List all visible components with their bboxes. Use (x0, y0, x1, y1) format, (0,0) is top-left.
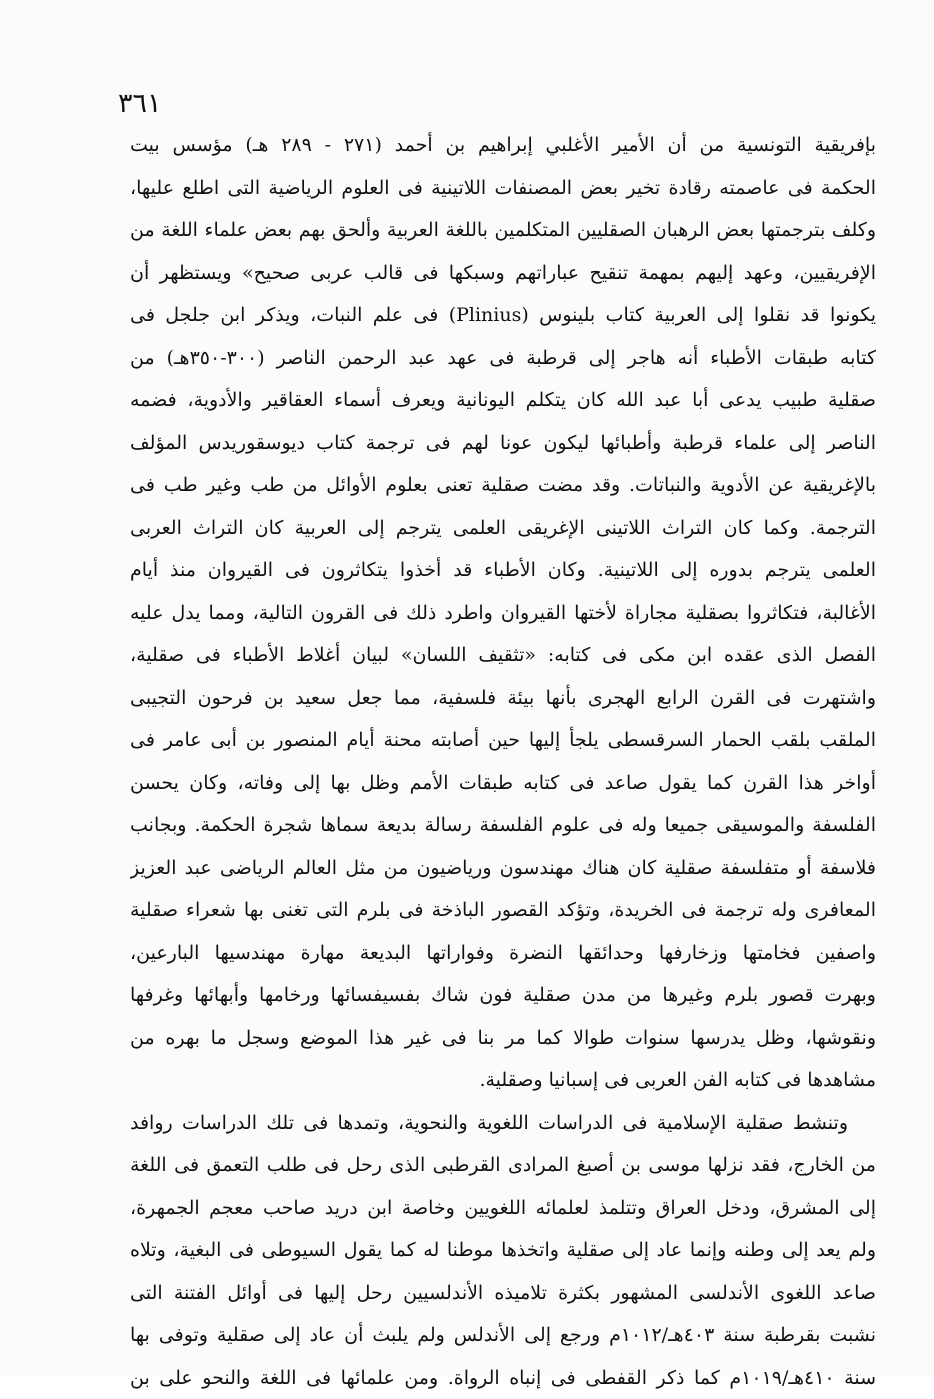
text-line: الفصل الذى عقده ابن مكى فى كتابه: «تثقيف اللسان» لبيان أغلاط الأطباء فى صقلية، (130, 634, 876, 677)
text-line: كتابه طبقات الأطباء أنه هاجر إلى قرطبة فى عهد عبد الرحمن الناصر (٣٠٠-٣٥٠هـ) من (130, 337, 876, 380)
text-line: ونقوشها، وظل يدرسها سنوات طوالا كما مر بنا فى غير هذا الموضع وسجل ما بهره من (130, 1017, 876, 1060)
text-line: إلى المشرق، ودخل العراق وتتلمذ لعلمائه اللغويين وخاصة ابن دريد صاحب معجم الجمهرة، (130, 1187, 876, 1230)
text-line: يكونوا قد نقلوا إلى العربية كتاب بلينوس (Plinius) فى علم النبات، ويذكر ابن جلجل فى (130, 294, 876, 337)
text-line: بإفريقية التونسية من أن الأمير الأغلبي إبراهيم بن أحمد (٢٧١ - ٢٨٩ هـ) مؤسس بيت (130, 124, 876, 167)
text-line: وتنشط صقلية الإسلامية فى الدراسات اللغوية والنحوية، وتمدها فى تلك الدراسات روافد (130, 1102, 876, 1145)
text-line: مشاهدها فى كتابه الفن العربى فى إسبانيا وصقلية. (130, 1059, 876, 1102)
text-line: صقلية طبيب يدعى أبا عبد الله كان يتكلم اليونانية ويعرف أسماء العقاقير والأدوية، فضمه (130, 379, 876, 422)
text-line: واصفين فخامتها وزخارفها وحدائقها النضرة وفواراتها البديعة مهارة مهندسيها البارعين، (130, 932, 876, 975)
text-line: الفلسفة والموسيقى جميعا وله فى علوم الفلسفة رسالة بديعة سماها شجرة الحكمة. وبجانب (130, 804, 876, 847)
text-line: صاعد اللغوى الأندلسى المشهور بكثرة تلاميذه الأندلسيين رحل إليها فى أوائل الفتنة التى (130, 1272, 876, 1315)
text-line: الترجمة. وكما كان التراث اللاتينى الإغريقى العلمى يترجم إلى العربية كان التراث العربى (130, 507, 876, 550)
text-line: وكلف بترجمتها بعض الرهبان الصقليين المتكلمين باللغة العربية وألحق بهم بعض علماء اللغة من (130, 209, 876, 252)
text-line: سنة ٤١٠هـ/١٠١٩م كما ذكر القفطى فى إنباه الرواة. ومن علمائها فى اللغة والنحو على بن (130, 1357, 876, 1399)
text-line: ولم يعد إلى وطنه وإنما عاد إلى صقلية واتخذها موطنا له كما يقول السيوطى فى البغية، وتلاه (130, 1229, 876, 1272)
text-line: فلاسفة أو متفلسفة صقلية كان هناك مهندسون ورياضيون من مثل العالم الرياضى عبد العزيز (130, 847, 876, 890)
paragraph-2 (130, 1102, 876, 1399)
text-line: أواخر هذا القرن كما يقول صاعد فى كتابه طبقات الأمم وظل بها إلى وفاته، وكان يحسن (130, 762, 876, 805)
page-number: ٣٦١ (118, 88, 162, 119)
text-line: الإفريقيين، وعهد إليهم بمهمة تنقيح عباراتهم وسبكها فى قالب عربى صحيح» ويستظهر أن (130, 252, 876, 295)
text-line: العلمى يترجم بدوره إلى اللاتينية. وكان الأطباء قد أخذوا يتكاثرون فى القيروان منذ أيام (130, 549, 876, 592)
text-line: الحكمة فى عاصمته رقادة تخير بعض المصنفات اللاتينية فى العلوم الرياضية التى اطلع عليها، (130, 167, 876, 210)
text-line: الأغالبة، فتكاثروا بصقلية مجاراة لأختها القيروان واطرد ذلك فى القرون التالية، ومما يدل عليه (130, 592, 876, 635)
text-line: بالإغريقية عن الأدوية والنباتات. وقد مضت صقلية تعنى بعلوم الأوائل من طب وغير طب فى (130, 464, 876, 507)
text-line: نشبت بقرطبة سنة ٤٠٣هـ/١٠١٢م ورجع إلى الأندلس ولم يلبث أن عاد إلى صقلية وتوفى بها (130, 1314, 876, 1357)
text-line: من الخارج، فقد نزلها موسى بن أصبغ المرادى القرطبى الذى رحل فى طلب التعمق فى اللغة (130, 1144, 876, 1187)
text-line: وبهرت قصور بلرم وغيرها من مدن صقلية فون شاك بفسيفسائها ورخامها وأبهائها وغرفها (130, 974, 876, 1017)
text-line: الناصر إلى علماء قرطبة وأطبائها ليكون عونا لهم فى ترجمة كتاب ديوسقوريدس المؤلف (130, 422, 876, 465)
text-line: الملقب بلقب الحمار السرقسطى يلجأ إليها حين أصابته محنة أيام المنصور بن أبى عامر فى (130, 719, 876, 762)
paragraph-1 (130, 124, 876, 1102)
text-line: المعافرى وله ترجمة فى الخريدة، وتؤكد القصور الباذخة فى بلرم التى تغنى بها شعراء صقلية (130, 889, 876, 932)
text-line: واشتهرت فى القرن الرابع الهجرى بأنها بيئة فلسفية، مما جعل سعيد بن فرحون التجيبى (130, 677, 876, 720)
body-text (130, 124, 876, 1399)
